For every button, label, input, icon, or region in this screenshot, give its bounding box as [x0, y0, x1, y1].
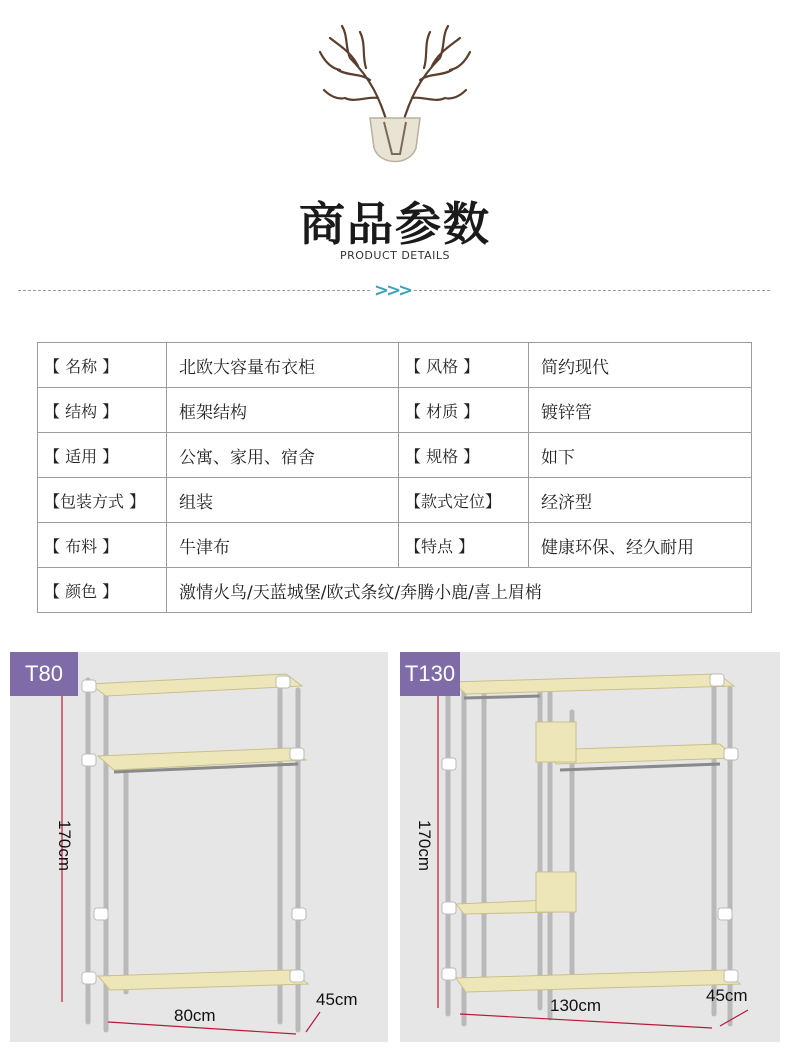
spec-value: 框架结构 [167, 388, 399, 433]
spec-value: 北欧大容量布衣柜 [167, 343, 399, 388]
table-row [38, 478, 752, 523]
spec-value: 如下 [529, 433, 752, 478]
spec-key: 【 材质 】 [399, 388, 529, 433]
height-label: 170cm [55, 820, 74, 872]
width-label: 130cm [550, 996, 602, 1015]
spec-key: 【 名称 】 [38, 343, 167, 388]
spec-key: 【 适用 】 [38, 433, 167, 478]
width-label: 80cm [174, 1006, 216, 1025]
height-label: 170cm [415, 820, 434, 872]
spec-value: 镀锌管 [529, 388, 752, 433]
spec-value: 激情火鸟/天蓝城堡/欧式条纹/奔腾小鹿/喜上眉梢 [167, 568, 752, 613]
spec-value: 组装 [167, 478, 399, 523]
page-title: 商品参数 [299, 197, 491, 251]
spec-key: 【包装方式 】 [38, 478, 167, 523]
table-row [38, 568, 752, 613]
spec-key: 【 风格 】 [399, 343, 529, 388]
table-row [38, 343, 752, 388]
spec-table [37, 342, 752, 613]
spec-key: 【 结构 】 [38, 388, 167, 433]
spec-key: 【款式定位】 [399, 478, 529, 523]
depth-label: 45cm [706, 986, 748, 1005]
product-image-t80 [10, 652, 388, 1042]
spec-key: 【 规格 】 [399, 433, 529, 478]
table-row [38, 388, 752, 433]
spec-value: 牛津布 [167, 523, 399, 568]
model-tag-t130: T130 [400, 652, 460, 696]
table-row [38, 523, 752, 568]
spec-value: 健康环保、经久耐用 [529, 523, 752, 568]
table-row [38, 433, 752, 478]
model-tag-t80: T80 [10, 652, 78, 696]
section-divider [18, 290, 370, 291]
spec-value: 简约现代 [529, 343, 752, 388]
section-divider [414, 290, 770, 291]
wardrobe-t130-illustration [400, 652, 780, 1042]
page-subtitle: PRODUCT DETAILS [339, 249, 451, 262]
spec-key: 【特点 】 [399, 523, 529, 568]
spec-key: 【 布料 】 [38, 523, 167, 568]
spec-value: 公寓、家用、宿舍 [167, 433, 399, 478]
product-image-t130 [400, 652, 780, 1042]
spec-key: 【 颜色 】 [38, 568, 167, 613]
chevron-right-icon: >>> [374, 280, 411, 301]
spec-value: 经济型 [529, 478, 752, 523]
antler-decoration-icon [300, 18, 490, 178]
depth-label: 45cm [316, 990, 358, 1009]
